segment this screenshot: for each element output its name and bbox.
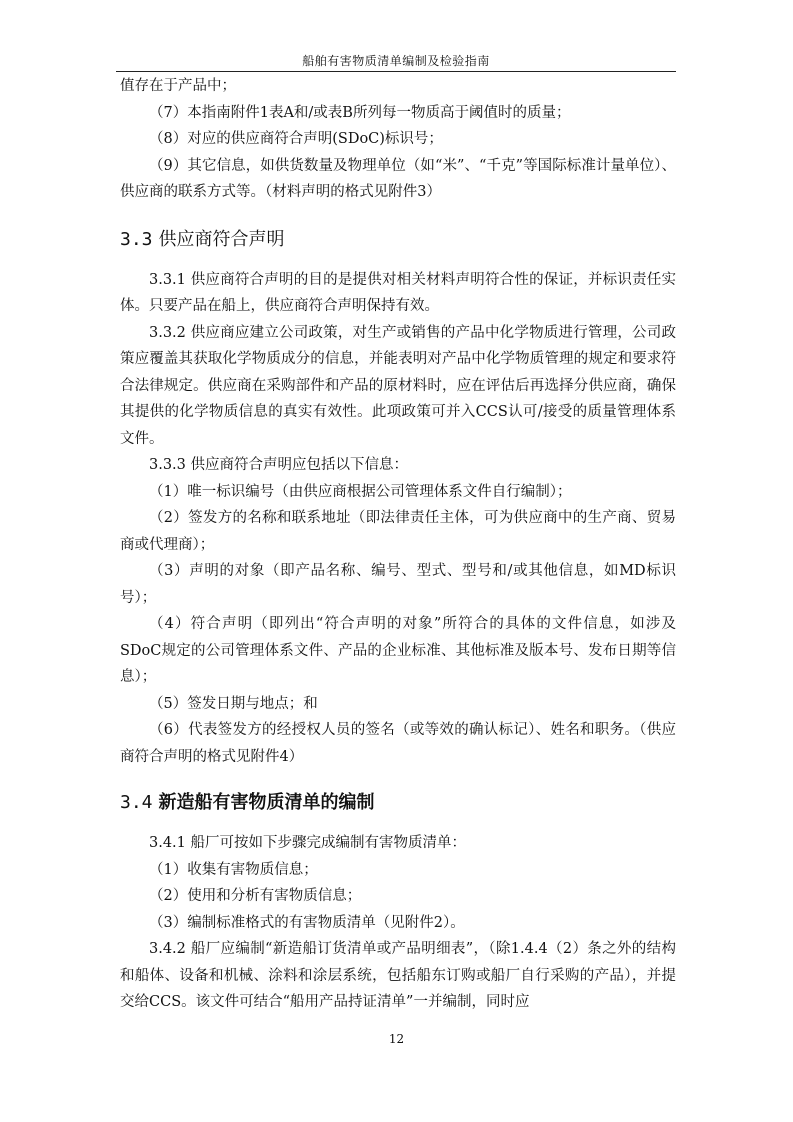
- paragraph: 3.3.1 供应商符合声明的目的是提供对相关材料声明符合性的保证，并标识责任实体。只要产品在船上，供应商符合声明保持有效。: [120, 271, 676, 314]
- section-heading-3-4: [120, 790, 676, 816]
- list-item: （2）使用和分析有害物质信息；: [149, 888, 362, 904]
- page-number: 12: [388, 1032, 405, 1046]
- paragraph: （8）对应的供应商符合声明(SDoC)标识号；: [149, 131, 443, 147]
- paragraph: 3.4.1 船厂可按如下步骤完成编制有害物质清单：: [149, 835, 467, 851]
- list-item: （2）签发方的名称和联系地址（即法律责任主体，可为供应商中的生产商、贸易商或代理商）；: [120, 510, 676, 553]
- section-number: 3.4: [120, 792, 153, 813]
- paragraph: 3.4.2 船厂应编制“新造船订货清单或产品明细表”，（除1.4.4（2）条之外的结构和船体、设备和机械、涂料和涂层系统，包括船东订购或船厂自行采购的产品），并提交给CCS。该文件可结合“船用产品持证清单”一并编制，同时应: [120, 941, 676, 1010]
- list-item: （1）唯一标识编号（由供应商根据公司管理体系文件自行编制）；: [149, 483, 572, 500]
- list-item: （4）符合声明（即列出“符合声明的对象”所符合的具体的文件信息，如涉及SDoC规定的公司管理体系文件、产品的企业标准、其他标准及版本号、发布日期等信息）；: [120, 616, 676, 685]
- page-body: [120, 73, 676, 1016]
- list-item: （5）签发日期与地点；和: [149, 695, 318, 712]
- section-number: 3.3: [120, 228, 153, 250]
- section-heading-3-3: [120, 227, 676, 253]
- paragraph: 值存在于产品中；: [120, 78, 236, 94]
- header-rule: [116, 71, 676, 72]
- paragraph: （7）本指南附件1表A和/或表B所列每一物质高于阈值时的质量；: [149, 104, 571, 121]
- list-item: （6）代表签发方的经授权人员的签名（或等效的确认标记）、姓名和职务。（供应商符合声明的格式见附件4）: [120, 722, 676, 765]
- paragraph: 3.3.3 供应商符合声明应包括以下信息：: [149, 457, 409, 473]
- list-item: （3）声明的对象（即产品名称、编号、型式、型号和/或其他信息，如MD标识号）；: [120, 563, 676, 606]
- list-item: （3）编制标准格式的有害物质清单（见附件2）。: [149, 914, 465, 931]
- paragraph: 3.3.2 供应商应建立公司政策，对生产或销售的产品中化学物质进行管理，公司政策应覆盖其获取化学物质成分的信息，并能表明对产品中化学物质管理的规定和要求符合法律规定。供应商在采购部件和产品的原材料时，应在评估后再选择分供应商，确保其提供的化学物质信息的真实有效性。此项政策可并入CCS认可/接受的质量管理体系文件。: [120, 324, 676, 447]
- paragraph: （9）其它信息，如供货数量及物理单位（如“米”、“千克”等国际标准计量单位）、供应商的联系方式等。（材料声明的格式见附件3）: [120, 157, 676, 200]
- section-title: 新造船有害物质清单的编制: [158, 792, 375, 813]
- list-item: （1）收集有害物质信息；: [149, 861, 318, 878]
- section-title: 供应商符合声明: [158, 228, 285, 250]
- running-header: 船舶有害物质清单编制及检验指南: [302, 54, 490, 68]
